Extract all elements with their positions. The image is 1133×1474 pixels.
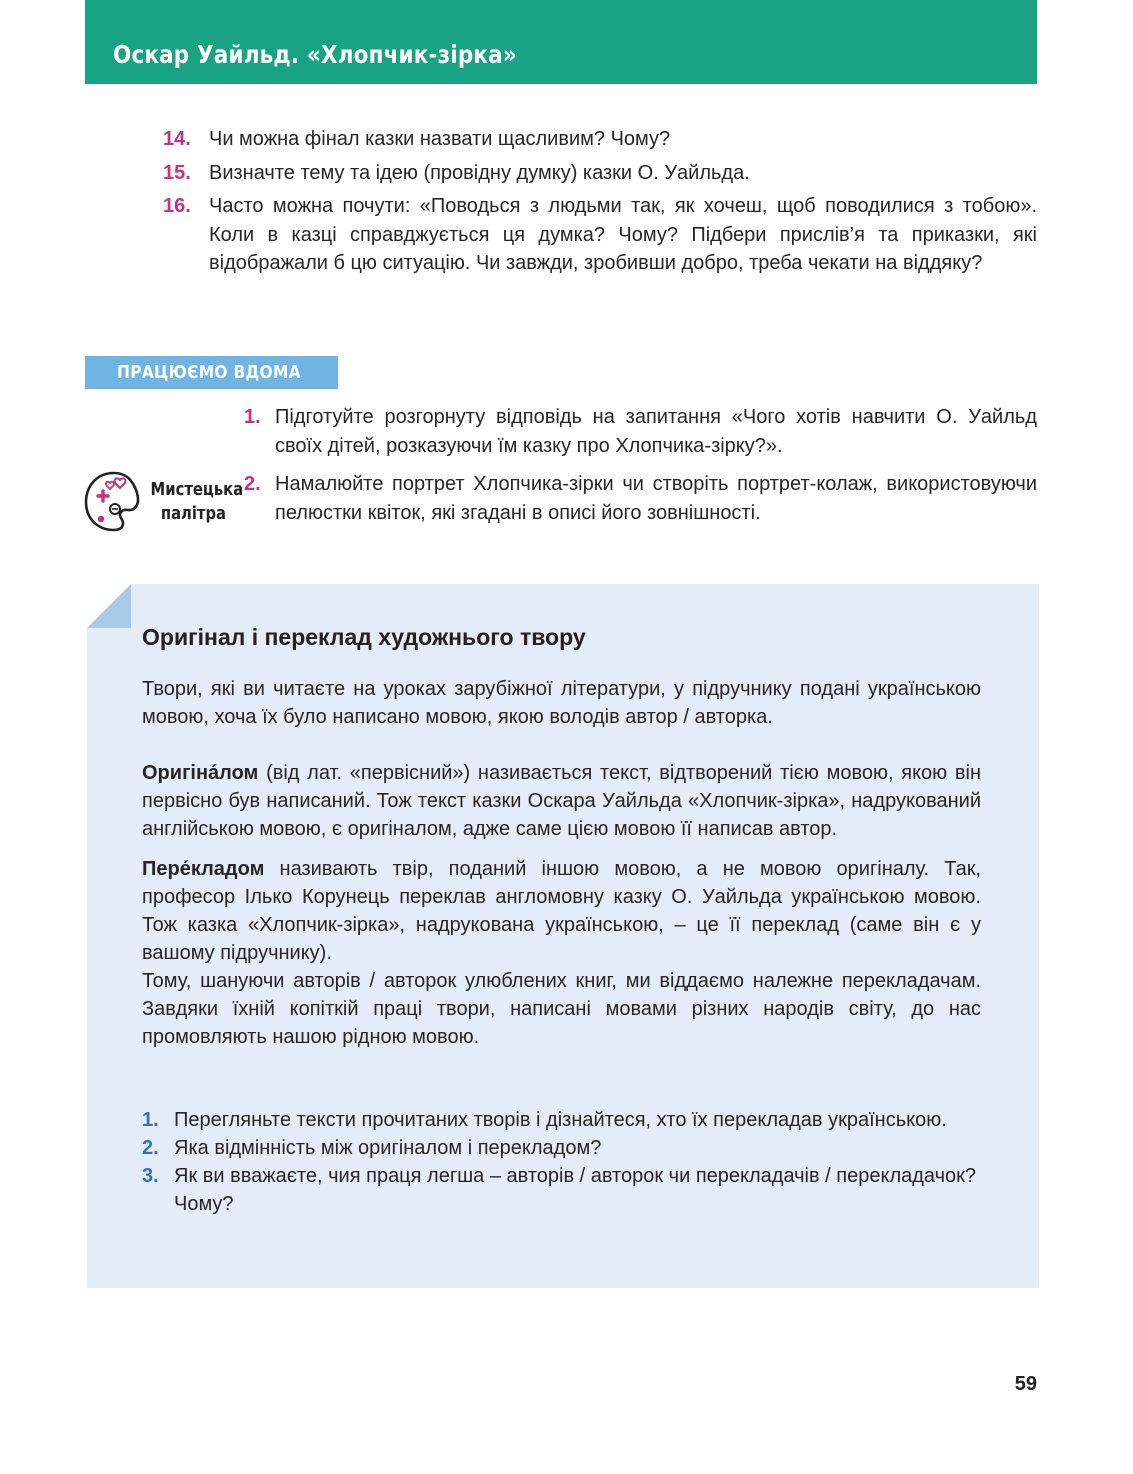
term-original: Оригіна́лом [142,762,259,784]
homework-item [244,403,1037,460]
paragraph-spacer [142,731,981,759]
info-question-number: 2. [142,1137,159,1159]
info-question-text: Як ви вважаєте, чия праця легша – авторів / авторок чи перекладачів / перекладачок? Чому? [174,1165,977,1215]
page-fold-corner [87,584,131,628]
info-question-item [142,1106,981,1134]
question-item [163,192,1037,278]
question-number: 15. [163,161,191,184]
question-text: Часто можна почути: «Поводься з людьми так, як хочеш, щоб поводилися з тобою». Коли в казці справджується ця думка? Чому? Підбери прислів’я та приказки, які відображали б цю ситуацію. Чи завжди, зробивши добро, треба чекати на віддяку? [209,195,1037,274]
info-paragraph [142,759,981,843]
info-question-number: 1. [142,1109,159,1131]
info-paragraph: Твори, які ви читаєте на уроках зарубіжної літератури, у підручнику подані українською мовою, хоча їх було написано мовою, якою володів автор / авторка. [142,678,981,728]
homework-item [244,470,1037,527]
homework-number: 1. [244,406,261,428]
homework-number: 2. [244,473,261,495]
palette-label-line1: Мистецька [150,479,244,500]
info-paragraph: Тому, шануючи авторів / авторок улюблених книг, ми віддаємо належне перекладачам. Завдяки їхній копіткій праці твори, написані мовами різних народів світу, до нас промовляють нашою рідною мовою. [142,970,981,1048]
homework-tag [85,356,338,389]
homework-text: Намалюйте портрет Хлопчика-зірки чи створіть портрет-колаж, використовуючи пелюстки квіток, які згадані в описі його зовнішності. [275,473,1037,524]
term-translation: Пере́кладом [142,858,265,880]
paragraph-spacer [142,843,981,855]
page-number: 59 [1014,1373,1037,1395]
homework-list [244,403,1037,537]
info-question-item [142,1134,981,1162]
question-number: 14. [163,128,191,150]
question-text: Чи можна фінал казки назвати щасливим? Чому? [209,128,671,150]
term-definition: називають твір, поданий іншою мовою, а не мовою оригіналу. Так, професор Ілько Корунець переклав англомовну казку О. Уайльда українською мовою. Тож казка «Хлопчик-зірка», надрукована українською, – це її переклад (саме він є у вашому підручнику). [142,858,981,964]
palette-label [134,478,244,526]
info-question-list [142,1106,981,1218]
question-item [163,159,1037,188]
info-paragraph [142,855,981,967]
question-number: 16. [163,195,191,217]
question-list [163,125,1037,283]
chapter-title: Оскар Уайльд. «Хлопчик-зірка» [113,40,517,69]
info-question-text: Яка відмінність між оригіналом і перекладом? [174,1137,602,1159]
info-question-item [142,1162,981,1218]
info-question-text: Перегляньте тексти прочитаних творів і дізнайтеся, хто їх перекладав українською. [174,1109,947,1131]
info-question-number: 3. [142,1165,159,1187]
info-body [142,675,981,1051]
question-item [163,125,1037,154]
palette-label-line2: палітра [160,503,226,524]
homework-tag-label: ПРАЦЮЄМО ВДОМА [117,362,301,383]
question-text: Визначте тему та ідею (провідну думку) казки О. Уайльда. [209,161,750,184]
info-title: Оригінал і переклад художнього твору [142,624,586,650]
homework-text: Підготуйте розгорнуту відповідь на запитання «Чого хотів навчити О. Уайльд своїх дітей, розказуючи їм казку про Хлопчика-зірку?». [275,406,1037,457]
chapter-header [85,0,1037,84]
term-definition: (від лат. «первісний») називається текст, відтворений тією мовою, якою він первісно був написаний. Тож текст казки Оскара Уайльда «Хлопчик-зірка», надрукований англійською мовою, є оригіналом, адже саме цією мовою її написав автор. [142,762,981,840]
